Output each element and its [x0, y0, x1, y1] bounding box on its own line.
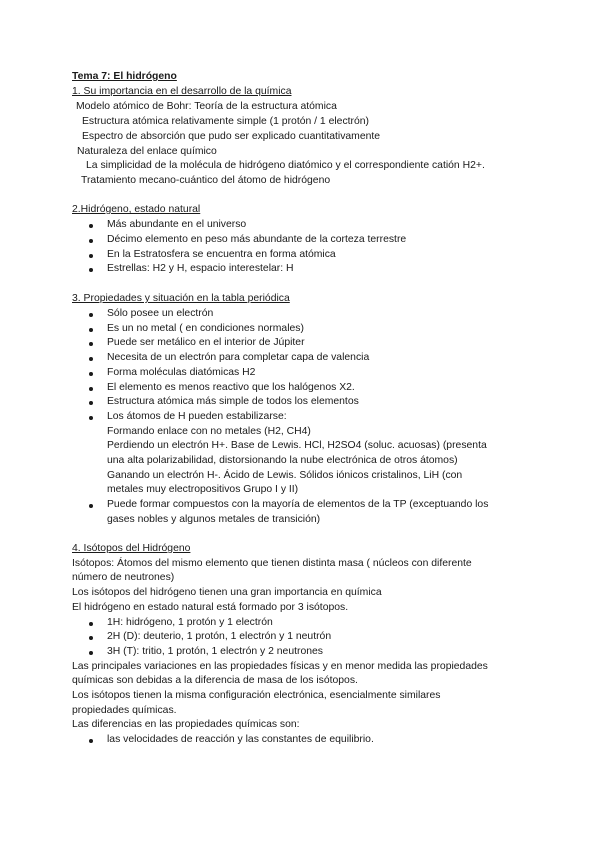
- page-title: Tema 7: El hidrógeno: [72, 71, 177, 82]
- paragraph-line: El hidrógeno en estado natural está formado por 3 isótopos.: [72, 602, 349, 613]
- bullet-icon: [89, 504, 93, 508]
- section-1-line: Modelo atómico de Bohr: Teoría de la estructura atómica: [76, 101, 337, 112]
- list-item-continuation: Perdiendo un electrón H+. Base de Lewis. HCl, H2SO4 (soluc. acuosas) (presenta: [107, 440, 487, 451]
- section-1-line: Estructura atómica relativamente simple (1 protón / 1 electrón): [82, 116, 370, 127]
- list-item: Puede formar compuestos con la mayoría de elementos de la TP (exceptuando los: [107, 499, 489, 510]
- bullet-icon: [89, 372, 93, 376]
- list-item: 3H (T): tritio, 1 protón, 1 electrón y 2 neutrones: [107, 646, 323, 657]
- section-1-heading: 1. Su importancia en el desarrollo de la química: [72, 86, 292, 97]
- bullet-icon: [89, 224, 93, 228]
- list-item-continuation: una alta polarizabilidad, distorsionando la nube electrónica de otros átomos): [107, 455, 458, 466]
- list-item: El elemento es menos reactivo que los halógenos X2.: [107, 382, 355, 393]
- list-item-continuation: Formando enlace con no metales (H2, CH4): [107, 426, 311, 437]
- list-item: 2H (D): deuterio, 1 protón, 1 electrón y 1 neutrón: [107, 631, 332, 642]
- section-4-heading: 4. Isótopos del Hidrógeno: [72, 543, 191, 554]
- bullet-icon: [89, 636, 93, 640]
- paragraph-line: número de neutrones): [72, 572, 175, 583]
- paragraph-line: Las principales variaciones en las propiedades físicas y en menor medida las propiedades: [72, 661, 488, 672]
- paragraph-line: Los isótopos tienen la misma configuración electrónica, esencialmente similares: [72, 690, 441, 701]
- bullet-icon: [89, 254, 93, 258]
- list-item: 1H: hidrógeno, 1 protón y 1 electrón: [107, 617, 273, 628]
- list-item: las velocidades de reacción y las constantes de equilibrio.: [107, 734, 374, 745]
- section-1-line: Tratamiento mecano-cuántico del átomo de hidrógeno: [81, 175, 331, 186]
- paragraph-line: Isótopos: Átomos del mismo elemento que tienen distinta masa ( núcleos con diferente: [72, 558, 472, 569]
- bullet-icon: [89, 239, 93, 243]
- section-3-heading: 3. Propiedades y situación en la tabla periódica: [72, 293, 290, 304]
- section-1-line: Naturaleza del enlace químico: [77, 146, 217, 157]
- bullet-icon: [89, 622, 93, 626]
- bullet-icon: [89, 401, 93, 405]
- paragraph-line: propiedades químicas.: [72, 705, 177, 716]
- paragraph-line: químicas son debidas a la diferencia de masa de los isótopos.: [72, 675, 358, 686]
- section-2-heading: 2.Hidrógeno, estado natural: [72, 204, 201, 215]
- list-item: Décimo elemento en peso más abundante de la corteza terrestre: [107, 234, 407, 245]
- bullet-icon: [89, 357, 93, 361]
- bullet-icon: [89, 416, 93, 420]
- bullet-icon: [89, 313, 93, 317]
- list-item-continuation: Ganando un electrón H-. Ácido de Lewis. Sólidos iónicos cristalinos, LiH (con: [107, 470, 463, 481]
- paragraph-line: Las diferencias en las propiedades químicas son:: [72, 719, 300, 730]
- list-item: Más abundante en el universo: [107, 219, 247, 230]
- list-item: Los átomos de H pueden estabilizarse:: [107, 411, 287, 422]
- section-1-line: La simplicidad de la molécula de hidrógeno diatómico y el correspondiente catión H2+.: [86, 160, 485, 171]
- list-item-continuation: metales muy electropositivos Grupo I y II): [107, 484, 299, 495]
- bullet-icon: [89, 387, 93, 391]
- bullet-icon: [89, 739, 93, 743]
- list-item: Sólo posee un electrón: [107, 308, 214, 319]
- section-1-line: Espectro de absorción que pudo ser explicado cuantitativamente: [82, 131, 381, 142]
- bullet-icon: [89, 651, 93, 655]
- bullet-icon: [89, 328, 93, 332]
- list-item-continuation: gases nobles y algunos metales de transición): [107, 514, 321, 525]
- bullet-icon: [89, 268, 93, 272]
- bullet-icon: [89, 342, 93, 346]
- paragraph-line: Los isótopos del hidrógeno tienen una gran importancia en química: [72, 587, 382, 598]
- list-item: Forma moléculas diatómicas H2: [107, 367, 256, 378]
- list-item: En la Estratosfera se encuentra en forma atómica: [107, 249, 336, 260]
- list-item: Es un no metal ( en condiciones normales): [107, 323, 304, 334]
- list-item: Puede ser metálico en el interior de Júpiter: [107, 337, 305, 348]
- list-item: Estrellas: H2 y H, espacio interestelar: H: [107, 263, 294, 274]
- list-item: Necesita de un electrón para completar capa de valencia: [107, 352, 370, 363]
- list-item: Estructura atómica más simple de todos los elementos: [107, 396, 359, 407]
